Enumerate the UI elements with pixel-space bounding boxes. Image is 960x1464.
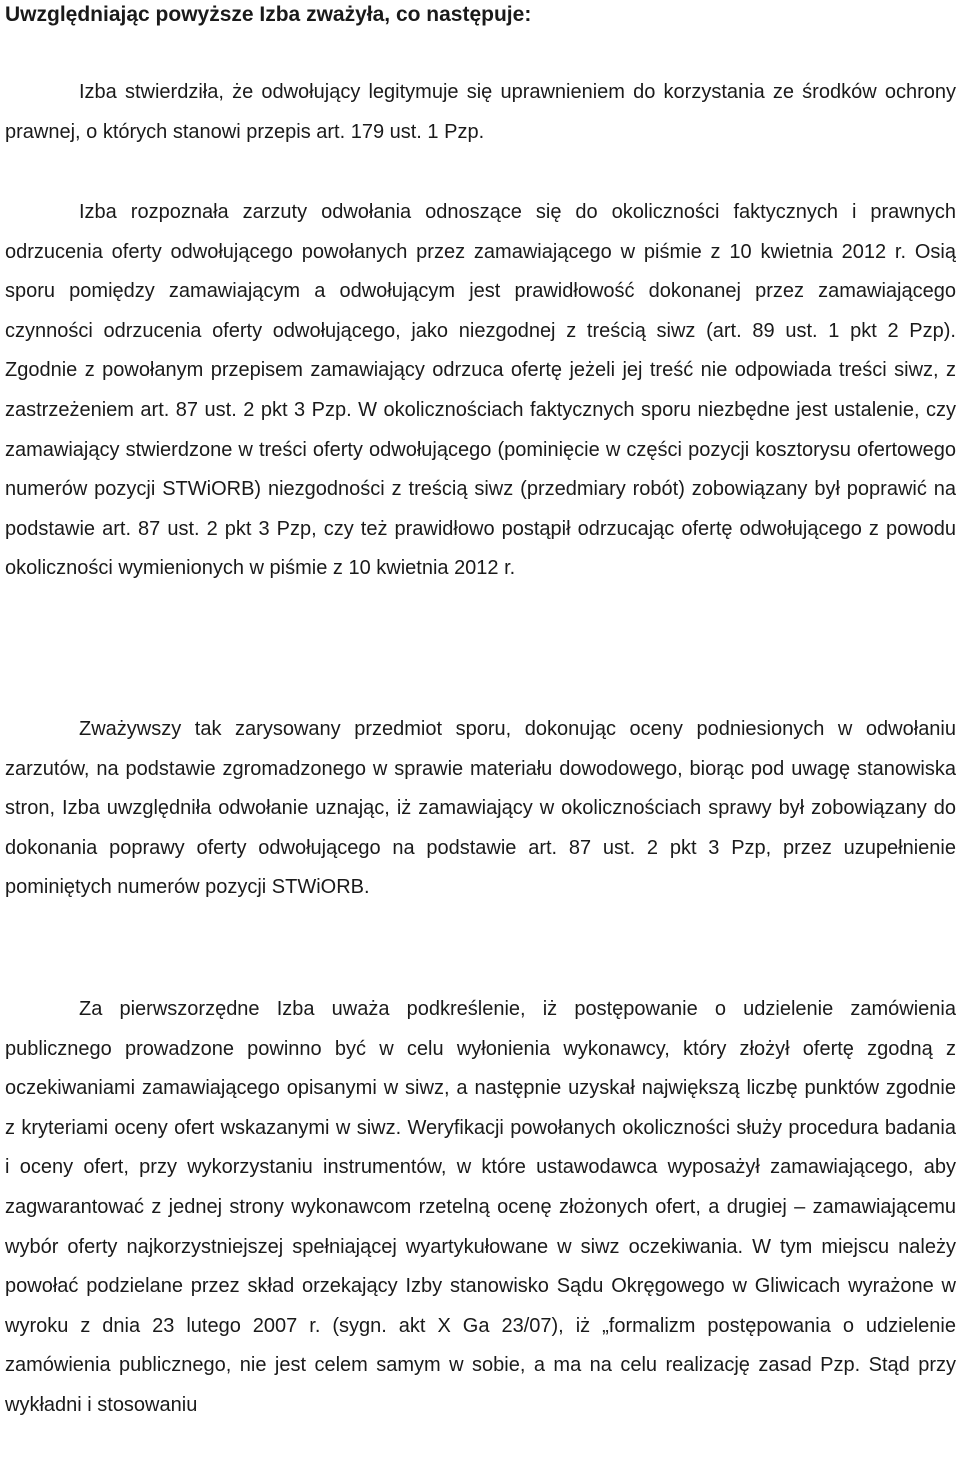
paragraph-ruling: Zważywszy tak zarysowany przedmiot sporu, dokonując oceny podniesionych w odwołaniu zarzutów, na podstawie zgromadzonego w sprawie materiału dowodowego, biorąc pod uwagę stanowiska stron, Izba uwzględniła odwołanie uznając, iż zamawiający w okolicznościach sprawy był zobowiązany do dokonania poprawy oferty odwołującego na podstawie art. 87 ust. 2 pkt 3 Pzp, przez uzupełnienie pominiętych numerów pozycji STWiORB. (5, 718, 956, 899)
paragraph-standing: Izba stwierdziła, że odwołujący legitymuje się uprawnieniem do korzystania ze środków ochrony prawnej, o których stanowi przepis art. 179 ust. 1 Pzp. (5, 81, 956, 143)
section-heading: Uwzględniając powyższe Izba zważyła, co następuje: (5, 3, 532, 26)
paragraph-procedure-purpose: Za pierwszorzędne Izba uważa podkreślenie, iż postępowanie o udzielenie zamówienia publicznego prowadzone powinno być w celu wyłonienia wykonawcy, który złożył ofertę zgodną z oczekiwaniami zamawiającego opisanymi w siwz, a następnie uzyskał największą liczbę punktów zgodnie z kryteriami oceny ofert wskazanymi w siwz. Weryfikacji powołanych okoliczności służy procedura badania i oceny ofert, przy wykorzystaniu instrumentów, w które ustawodawca wyposażył zamawiającego, aby zagwarantować z jednej strony wykonawcom rzetelną ocenę złożonych ofert, a drugiej – zamawiającemu wybór oferty najkorzystniejszej spełniającej wyartykułowane w siwz oczekiwania. W tym miejscu należy powołać podzielane przez skład orzekający Izby stanowisko Sądu Okręgowego w Gliwicach wyrażone w wyroku z dnia 23 lutego 2007 r. (sygn. akt X Ga 23/07), iż „formalizm postępowania o udzielenie zamówienia publicznego, nie jest celem samym w sobie, a ma na celu realizację zasad Pzp. Stąd przy wykładni i stosowaniu (5, 998, 956, 1416)
paragraph-dispute-scope: Izba rozpoznała zarzuty odwołania odnoszące się do okoliczności faktycznych i prawnych odrzucenia oferty odwołującego powołanych przez zamawiającego w piśmie z 10 kwietnia 2012 r. Osią sporu pomiędzy zamawiającym a odwołującym jest prawidłowość dokonanej przez zamawiającego czynności odrzucenia oferty odwołującego, jako niezgodnej z treścią siwz (art. 89 ust. 1 pkt 2 Pzp). Zgodnie z powołanym przepisem zamawiający odrzuca ofertę jeżeli jej treść nie odpowiada treści siwz, z zastrzeżeniem art. 87 ust. 2 pkt 3 Pzp. W okolicznościach faktycznych sporu niezbędne jest ustalenie, czy zamawiający stwierdzone w treści oferty odwołującego (pominięcie w części pozycji kosztorysu ofertowego numerów pozycji STWiORB) niezgodności z treścią siwz (przedmiary robót) zobowiązany był poprawić na podstawie art. 87 ust. 2 pkt 3 Pzp, czy też prawidłowo postąpił odrzucając ofertę odwołującego z powodu okoliczności wymienionych w piśmie z 10 kwietnia 2012 r. (5, 201, 956, 580)
